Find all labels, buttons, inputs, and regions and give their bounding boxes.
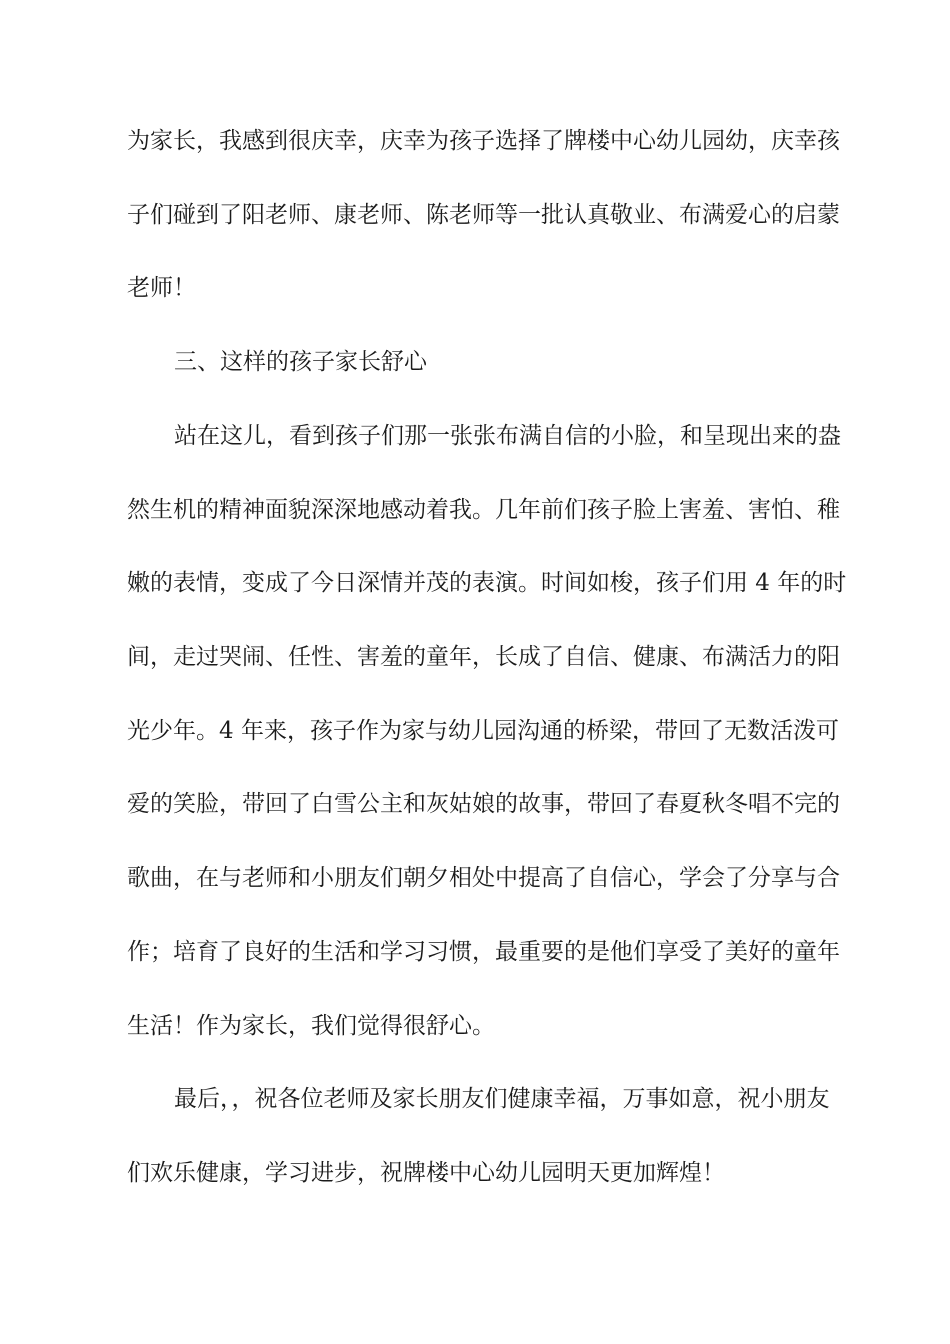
paragraph-line: 然生机的精神面貌深深地感动着我。几年前们孩子脸上害羞、害怕、稚 <box>127 497 840 523</box>
paragraph-line: 最后，，祝各位老师及家长朋友们健康幸福，万事如意，祝小朋友 <box>174 1086 830 1112</box>
paragraph-line: 子们碰到了阳老师、康老师、陈老师等一批认真敬业、布满爱心的启蒙 <box>127 202 840 228</box>
paragraph-line: 们欢乐健康，学习进步，祝牌楼中心幼儿园明天更加辉煌！ <box>127 1160 725 1186</box>
paragraph-line: 嫩的表情，变成了今日深情并茂的表演。时间如梭，孩子们用 4 年的时 <box>127 570 847 596</box>
paragraph-line: 光少年。4 年来，孩子作为家与幼儿园沟通的桥梁，带回了无数活泼可 <box>127 718 839 744</box>
paragraph-line: 老师！ <box>127 275 196 301</box>
paragraph-line: 生活！作为家长，我们觉得很舒心。 <box>127 1013 495 1039</box>
paragraph-line: 为家长，我感到很庆幸，庆幸为孩子选择了牌楼中心幼儿园幼，庆幸孩 <box>127 128 840 154</box>
paragraph-line: 歌曲，在与老师和小朋友们朝夕相处中提高了自信心，学会了分享与合 <box>127 865 840 891</box>
paragraph-line: 作；培育了良好的生活和学习习惯，最重要的是他们享受了美好的童年 <box>127 939 840 965</box>
paragraph-line: 爱的笑脸，带回了白雪公主和灰姑娘的故事，带回了春夏秋冬唱不完的 <box>127 791 840 817</box>
paragraph-line: 站在这儿，看到孩子们那一张张布满自信的小脸，和呈现出来的盎 <box>174 423 841 449</box>
section-heading: 三、这样的孩子家长舒心 <box>174 349 427 375</box>
paragraph-line: 间，走过哭闹、任性、害羞的童年，长成了自信、健康、布满活力的阳 <box>127 644 840 670</box>
